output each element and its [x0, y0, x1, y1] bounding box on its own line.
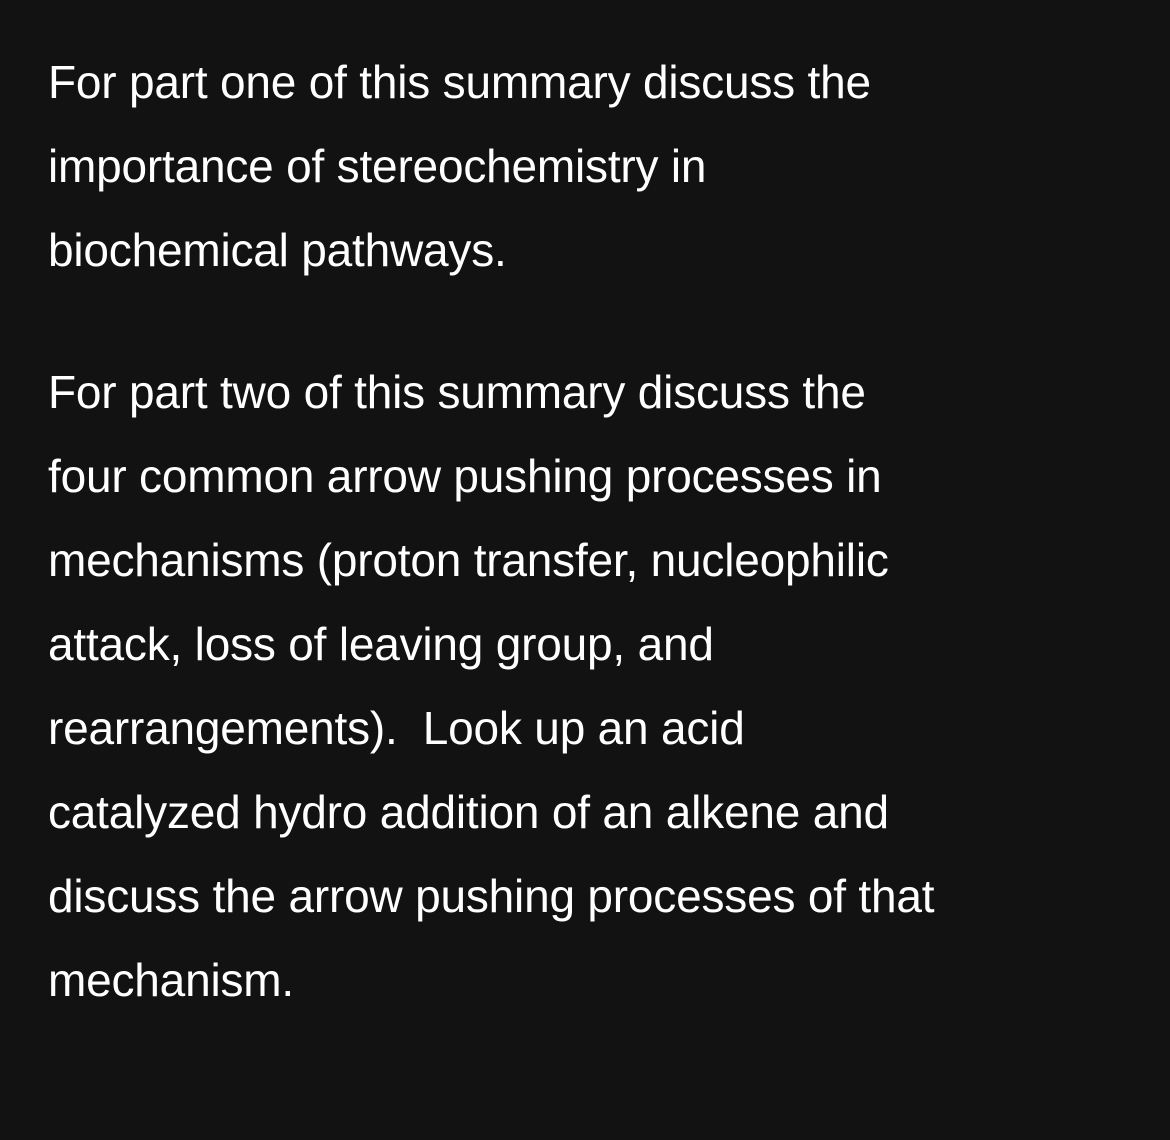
- text-line: mechanisms (proton transfer, nucleophilic: [48, 534, 889, 586]
- text-line: biochemical pathways.: [48, 224, 507, 276]
- text-line: rearrangements). Look up an acid: [48, 702, 745, 754]
- text-line: importance of stereochemistry in: [48, 140, 707, 192]
- text-line: mechanism.: [48, 954, 294, 1006]
- text-line: four common arrow pushing processes in: [48, 450, 882, 502]
- text-line: For part one of this summary discuss the: [48, 56, 871, 108]
- paragraph-part-one: [48, 40, 871, 292]
- text-line: discuss the arrow pushing processes of that: [48, 870, 935, 922]
- text-line: catalyzed hydro addition of an alkene and: [48, 786, 889, 838]
- text-line: attack, loss of leaving group, and: [48, 618, 714, 670]
- paragraph-part-two: [48, 350, 934, 1022]
- text-line: For part two of this summary discuss the: [48, 366, 866, 418]
